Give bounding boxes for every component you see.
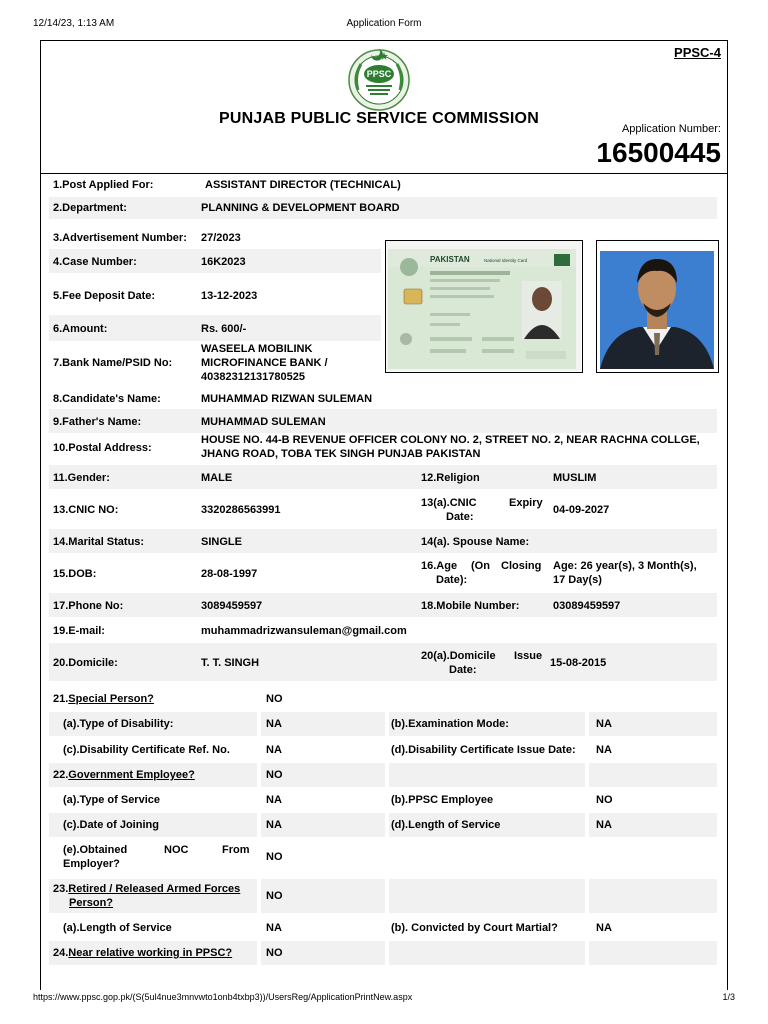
case-value: 16K2023: [201, 256, 246, 268]
armed-service-length-value: NA: [266, 922, 282, 934]
print-footer: [33, 992, 735, 1006]
ppsc-seal-logo: [346, 46, 412, 112]
bank-label: 7.Bank Name/PSID No:: [53, 357, 173, 369]
joining-date-label: (c).Date of Joining: [63, 819, 159, 831]
cnic-card-type: National Identity Card: [484, 258, 528, 263]
print-doc-title: Application Form: [346, 18, 422, 29]
candidate-name-value: MUHAMMAD RIZWAN SULEMAN: [201, 393, 373, 405]
case-label: 4.Case Number:: [53, 256, 137, 268]
shade-armed-empty: [389, 879, 585, 913]
department-label: 2.Department:: [53, 202, 127, 214]
cnic-value: 3320286563991: [201, 504, 281, 516]
domicile-issue-label-3: Date:: [449, 664, 477, 676]
seal-text: PPSC: [366, 69, 392, 79]
age-label-1: 16.Age: [421, 560, 458, 572]
service-length-label: (d).Length of Service: [391, 819, 501, 831]
noc-label-1: (e).Obtained: [63, 844, 128, 856]
disability-cert-ref-label: (c).Disability Certificate Ref. No.: [63, 744, 230, 756]
government-label: Government Employee?: [68, 769, 195, 781]
armed-value: NO: [266, 890, 283, 902]
domicile-label: 20.Domicile:: [53, 657, 118, 669]
shade-gov-empty: [389, 763, 585, 787]
court-martial-label: (b). Convicted by Court Martial?: [391, 922, 558, 934]
cnic-country: PAKISTAN: [430, 255, 470, 264]
ppsc-employee-value: NO: [596, 794, 613, 806]
post-label: 1.Post Applied For:: [53, 179, 154, 191]
relative-label: Near relative working in PPSC?: [68, 947, 233, 959]
gender-label: 11.Gender:: [53, 472, 110, 484]
relative-number: 24.: [53, 947, 69, 959]
domicile-issue-label-1: 20(a).Domicile: [421, 650, 496, 662]
government-number: 22.: [53, 769, 69, 781]
domicile-issue-label-2: Issue: [514, 650, 543, 662]
print-datetime: 12/14/23, 1:13 AM: [33, 18, 115, 29]
domicile-value: T. T. SINGH: [201, 657, 260, 669]
disability-cert-date-label: (d).Disability Certificate Issue Date:: [391, 744, 576, 756]
noc-label-2: NOC: [164, 844, 189, 856]
special-number: 21.: [53, 693, 69, 705]
shade-gov-empty-2: [589, 763, 717, 787]
address-value-line2: JHANG ROAD, TOBA TEK SINGH PUNJAB PAKISTAN: [201, 448, 481, 460]
amount-label: 6.Amount:: [53, 323, 108, 335]
court-martial-value: NA: [596, 922, 612, 934]
disability-type-value: NA: [266, 718, 282, 730]
bank-value-line3: 40382312131780525: [201, 371, 306, 383]
ppsc-employee-label: (b).PPSC Employee: [391, 794, 494, 806]
fee-date-value: 13-12-2023: [201, 290, 258, 302]
shade-relative-empty: [389, 941, 585, 965]
row-father: [49, 409, 717, 433]
age-label-4: Date):: [436, 574, 468, 586]
address-value-line1: HOUSE NO. 44-B REVENUE OFFICER COLONY NO. 2, STREET NO. 2, NEAR RACHNA COLLGE,: [201, 434, 700, 446]
email-label: 19.E-mail:: [53, 625, 105, 637]
disability-cert-date-value: NA: [596, 744, 612, 756]
row-gender: [49, 465, 717, 489]
noc-label-3: From: [222, 844, 250, 856]
father-name-value: MUHAMMAD SULEMAN: [201, 416, 326, 428]
fee-date-label: 5.Fee Deposit Date:: [53, 290, 156, 302]
cnic-expiry-label-3: Date:: [446, 511, 474, 523]
header-divider: [41, 173, 727, 174]
post-value: ASSISTANT DIRECTOR (TECHNICAL): [205, 179, 401, 191]
cnic-expiry-value: 04-09-2027: [553, 504, 610, 516]
relative-value: NO: [266, 947, 283, 959]
disability-cert-ref-value: NA: [266, 744, 282, 756]
advertisement-value: 27/2023: [201, 232, 241, 244]
print-header: [33, 18, 735, 32]
service-type-label: (a).Type of Service: [63, 794, 160, 806]
application-number-label: Application Number:: [621, 123, 721, 135]
form-code: PPSC-4: [674, 45, 721, 60]
dob-value: 28-08-1997: [201, 568, 258, 580]
age-value-line1: Age: 26 year(s), 3 Month(s),: [553, 560, 697, 572]
organization-name: PUNJAB PUBLIC SERVICE COMMISSION: [219, 110, 539, 127]
marital-status-label: 14.Marital Status:: [53, 536, 145, 548]
mobile-value: 03089459597: [553, 600, 621, 612]
age-value-line2: 17 Day(s): [553, 574, 602, 586]
row-domicile: [49, 643, 717, 681]
gender-value: MALE: [201, 472, 233, 484]
religion-value: MUSLIM: [553, 472, 597, 484]
special-value: NO: [266, 693, 283, 705]
application-form: [40, 40, 728, 990]
age-label-3: Closing: [501, 560, 542, 572]
service-length-value: NA: [596, 819, 612, 831]
spouse-name-label: 14(a). Spouse Name:: [421, 536, 530, 548]
religion-label: 12.Religion: [421, 472, 480, 484]
candidate-name-label: 8.Candidate's Name:: [53, 393, 161, 405]
dob-label: 15.DOB:: [53, 568, 97, 580]
exam-mode-value: NA: [596, 718, 612, 730]
service-type-value: NA: [266, 794, 282, 806]
age-label-2: (On: [471, 560, 490, 572]
exam-mode-label: (b).Examination Mode:: [391, 718, 509, 730]
mobile-label: 18.Mobile Number:: [421, 600, 520, 612]
government-value: NO: [266, 769, 283, 781]
disability-type-label: (a).Type of Disability:: [63, 718, 174, 730]
advertisement-label: 3.Advertisement Number:: [53, 232, 187, 244]
armed-service-length-label: (a).Length of Service: [63, 922, 172, 934]
armed-label-2: Person?: [69, 897, 114, 909]
armed-forces-question: [53, 883, 240, 896]
candidate-photo-drawing: [597, 241, 717, 371]
armed-number: 23.: [53, 883, 69, 895]
cnic-card-drawing: [386, 241, 581, 371]
candidate-photo: [596, 240, 719, 373]
near-relative-question: [53, 947, 232, 960]
cnic-label: 13.CNIC NO:: [53, 504, 119, 516]
noc-value: NO: [266, 851, 283, 863]
joining-date-value: NA: [266, 819, 282, 831]
cnic-expiry-label-2: Expiry: [509, 497, 543, 509]
phone-value: 3089459597: [201, 600, 263, 612]
shade-relative-empty-2: [589, 941, 717, 965]
department-value: PLANNING & DEVELOPMENT BOARD: [201, 202, 400, 214]
domicile-issue-value: 15-08-2015: [550, 657, 607, 669]
armed-label-1: Retired / Released Armed Forces: [68, 883, 241, 895]
special-person-question: [53, 693, 154, 706]
father-name-label: 9.Father's Name:: [53, 416, 142, 428]
government-employee-question: [53, 769, 195, 782]
amount-value: Rs. 600/-: [201, 323, 247, 335]
cnic-card-image: [385, 240, 583, 373]
cnic-expiry-label-1: 13(a).CNIC: [421, 497, 477, 509]
special-label: Special Person?: [68, 693, 154, 705]
noc-label-4: Employer?: [63, 858, 120, 870]
application-number: 16500445: [596, 137, 721, 168]
shade-armed-empty-2: [589, 879, 717, 913]
print-page-number: 1/3: [722, 992, 735, 1002]
marital-status-value: SINGLE: [201, 536, 242, 548]
phone-label: 17.Phone No:: [53, 600, 124, 612]
address-label: 10.Postal Address:: [53, 442, 152, 454]
row-marital: [49, 529, 717, 553]
email-value: muhammadrizwansuleman@gmail.com: [201, 625, 407, 637]
bank-value-line1: WASEELA MOBILINK: [201, 343, 313, 355]
print-url: https://www.ppsc.gop.pk/(S(5ul4nue3mnvwto1onb4txbp3))/UsersReg/ApplicationPrintNew.aspx: [33, 992, 413, 1002]
bank-value-line2: MICROFINANCE BANK /: [201, 357, 328, 369]
